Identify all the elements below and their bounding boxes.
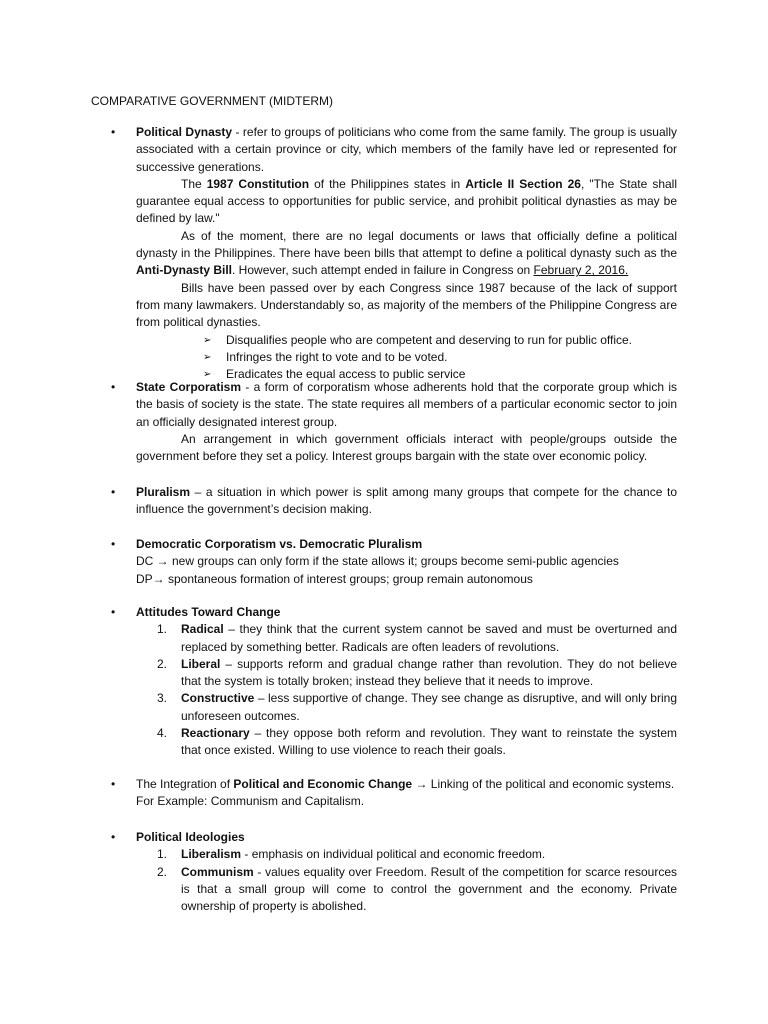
list-number: 2. bbox=[157, 656, 168, 671]
list-item bbox=[136, 690, 677, 725]
item-term: Liberal bbox=[181, 656, 221, 671]
list-item bbox=[136, 656, 677, 691]
dc-line: DC → new groups can only form if the state allows it; groups become semi-public agencies bbox=[136, 554, 619, 569]
item-term: Reactionary bbox=[181, 726, 250, 741]
list-number: 3. bbox=[157, 691, 168, 706]
bullet-integration: • bbox=[111, 777, 116, 791]
list-item-text bbox=[181, 846, 677, 863]
article-term: Article II Section 26 bbox=[465, 176, 581, 191]
ideologies-term: Political Ideologies bbox=[136, 830, 245, 844]
corporatism-definition bbox=[136, 379, 677, 431]
arrow-point bbox=[136, 349, 677, 366]
dcdp-term: Democratic Corporatism vs. Democratic Pluralism bbox=[136, 537, 423, 551]
arrow-point-text: Infringes the right to vote and to be voted. bbox=[226, 349, 448, 364]
text: The bbox=[181, 176, 207, 191]
integration-text bbox=[136, 776, 677, 811]
item-def: – supports reform and gradual change rather than revolution. They do not believe that the system is totally broken; instead they believe that it needs to improve. bbox=[181, 656, 677, 689]
text: As of the moment, there are no legal documents or laws that officially define a political dynasty in the Philippines. There have been bills that attempt to define a political dynasty such as the bbox=[136, 228, 677, 261]
list-item-text bbox=[181, 621, 677, 656]
bullet-ideologies: • bbox=[111, 830, 116, 844]
pluralism-definition bbox=[136, 484, 677, 519]
item-term: Communism bbox=[181, 864, 254, 879]
ideologies-heading bbox=[136, 829, 677, 846]
text: . However, such attempt ended in failure in Congress on bbox=[232, 263, 534, 278]
item-def: – they think that the current system cannot be saved and must be overturned and replaced by something better. Radicals are often leaders of revolutions. bbox=[181, 622, 677, 654]
page-title: COMPARATIVE GOVERNMENT (MIDTERM) bbox=[91, 94, 334, 108]
attitudes-term: Attitudes Toward Change bbox=[136, 605, 281, 619]
list-item bbox=[136, 846, 677, 863]
arrow-point-text: Disqualifies people who are competent and deserving to run for public office. bbox=[226, 332, 633, 347]
section-pluralism bbox=[136, 484, 677, 519]
integration-term: Political and Economic Change bbox=[233, 777, 413, 791]
dynasty-constitution-paragraph bbox=[136, 176, 677, 228]
bullet-corporatism: • bbox=[111, 380, 116, 394]
constitution-term: 1987 Constitution bbox=[206, 176, 310, 191]
dynasty-bills-paragraph: Bills have been passed over by each Congress since 1987 because of the lack of support from many lawmakers. Understandably so, as majority of the members of the Philippine Congress are from political dynasties. bbox=[136, 280, 677, 330]
section-political-dynasty bbox=[136, 124, 677, 383]
text: The Integration of bbox=[136, 777, 234, 791]
text: , "The State shall guarantee equal access to opportunities for public service, and prohibit political dynasties as may be defined by law." bbox=[136, 176, 677, 226]
arrow-bullet-icon: ➢ bbox=[203, 369, 212, 381]
bullet-dcdp: • bbox=[111, 537, 116, 551]
arrow-point bbox=[136, 332, 677, 349]
text: – a situation in which power is split among many groups that compete for the chance to influence the government’s decision making. bbox=[136, 485, 677, 517]
dynasty-definition bbox=[136, 124, 677, 176]
dynasty-term: Political Dynasty bbox=[136, 125, 233, 139]
dynasty-status-paragraph bbox=[136, 228, 677, 280]
date-underlined: February 2, 2016. bbox=[533, 263, 629, 278]
dynasty-def-text: - refer to groups of politicians who come from the same family. The group is usually associated with a certain province or city, which members of the family have led or represented for successive generations. bbox=[136, 125, 677, 174]
list-item-text bbox=[181, 690, 677, 725]
arrow-bullet-icon: ➢ bbox=[203, 351, 212, 363]
item-term: Radical bbox=[181, 622, 224, 637]
dp-line: DP→ spontaneous formation of interest groups; group remain autonomous bbox=[136, 571, 533, 586]
section-dc-vs-dp bbox=[136, 536, 677, 588]
list-number: 1. bbox=[157, 622, 168, 637]
section-state-corporatism bbox=[136, 379, 677, 465]
item-def: – they oppose both reform and revolution. They want to reinstate the system that once existed. Willing to use violence to reach their goals. bbox=[181, 726, 677, 758]
list-item bbox=[136, 864, 677, 916]
corporatism-paragraph: An arrangement in which government officials interact with people/groups outside the government before they set a policy. Interest groups bargain with the state over economic policy. bbox=[136, 431, 677, 464]
list-number: 1. bbox=[157, 847, 168, 862]
list-number: 2. bbox=[157, 864, 168, 879]
text: - a form of corporatism whose adherents hold that the corporate group which is the basis of society is the state. The state requires all members of a particular economic sector to join an officially designated interest group. bbox=[136, 380, 677, 429]
list-item bbox=[136, 621, 677, 656]
bullet-dynasty: • bbox=[111, 125, 116, 139]
item-term: Liberalism bbox=[181, 847, 242, 862]
dcdp-heading bbox=[136, 536, 677, 553]
item-term: Constructive bbox=[181, 691, 255, 706]
list-item bbox=[136, 725, 677, 760]
arrow-point-text: Eradicates the equal access to public service bbox=[226, 367, 466, 382]
list-item-text bbox=[181, 725, 677, 760]
list-item-text bbox=[181, 656, 677, 691]
pluralism-term: Pluralism bbox=[136, 485, 191, 499]
bullet-attitudes: • bbox=[111, 605, 116, 619]
anti-dynasty-term: Anti-Dynasty Bill bbox=[136, 263, 233, 278]
item-def: - values equality over Freedom. Result of the competition for scarce resources is that a small group will come to control the government and the economy. Private ownership of property is abolished. bbox=[181, 864, 677, 914]
section-attitudes bbox=[136, 604, 677, 760]
section-integration bbox=[136, 776, 677, 811]
item-def: - emphasis on individual political and economic freedom. bbox=[241, 847, 546, 862]
attitudes-heading bbox=[136, 604, 677, 621]
list-item-text bbox=[181, 864, 677, 916]
text: of the Philippines states in bbox=[309, 176, 466, 191]
item-def: – less supportive of change. They see change as disruptive, and will only bring unforeseen outcomes. bbox=[181, 691, 677, 723]
section-ideologies bbox=[136, 829, 677, 915]
list-number: 4. bbox=[157, 726, 168, 741]
arrow-bullet-icon: ➢ bbox=[203, 334, 212, 346]
corporatism-term: State Corporatism bbox=[136, 380, 242, 394]
bullet-pluralism: • bbox=[111, 485, 116, 499]
text: → Linking of the political and economic systems. For Example: Communism and Capitalism. bbox=[136, 777, 675, 809]
